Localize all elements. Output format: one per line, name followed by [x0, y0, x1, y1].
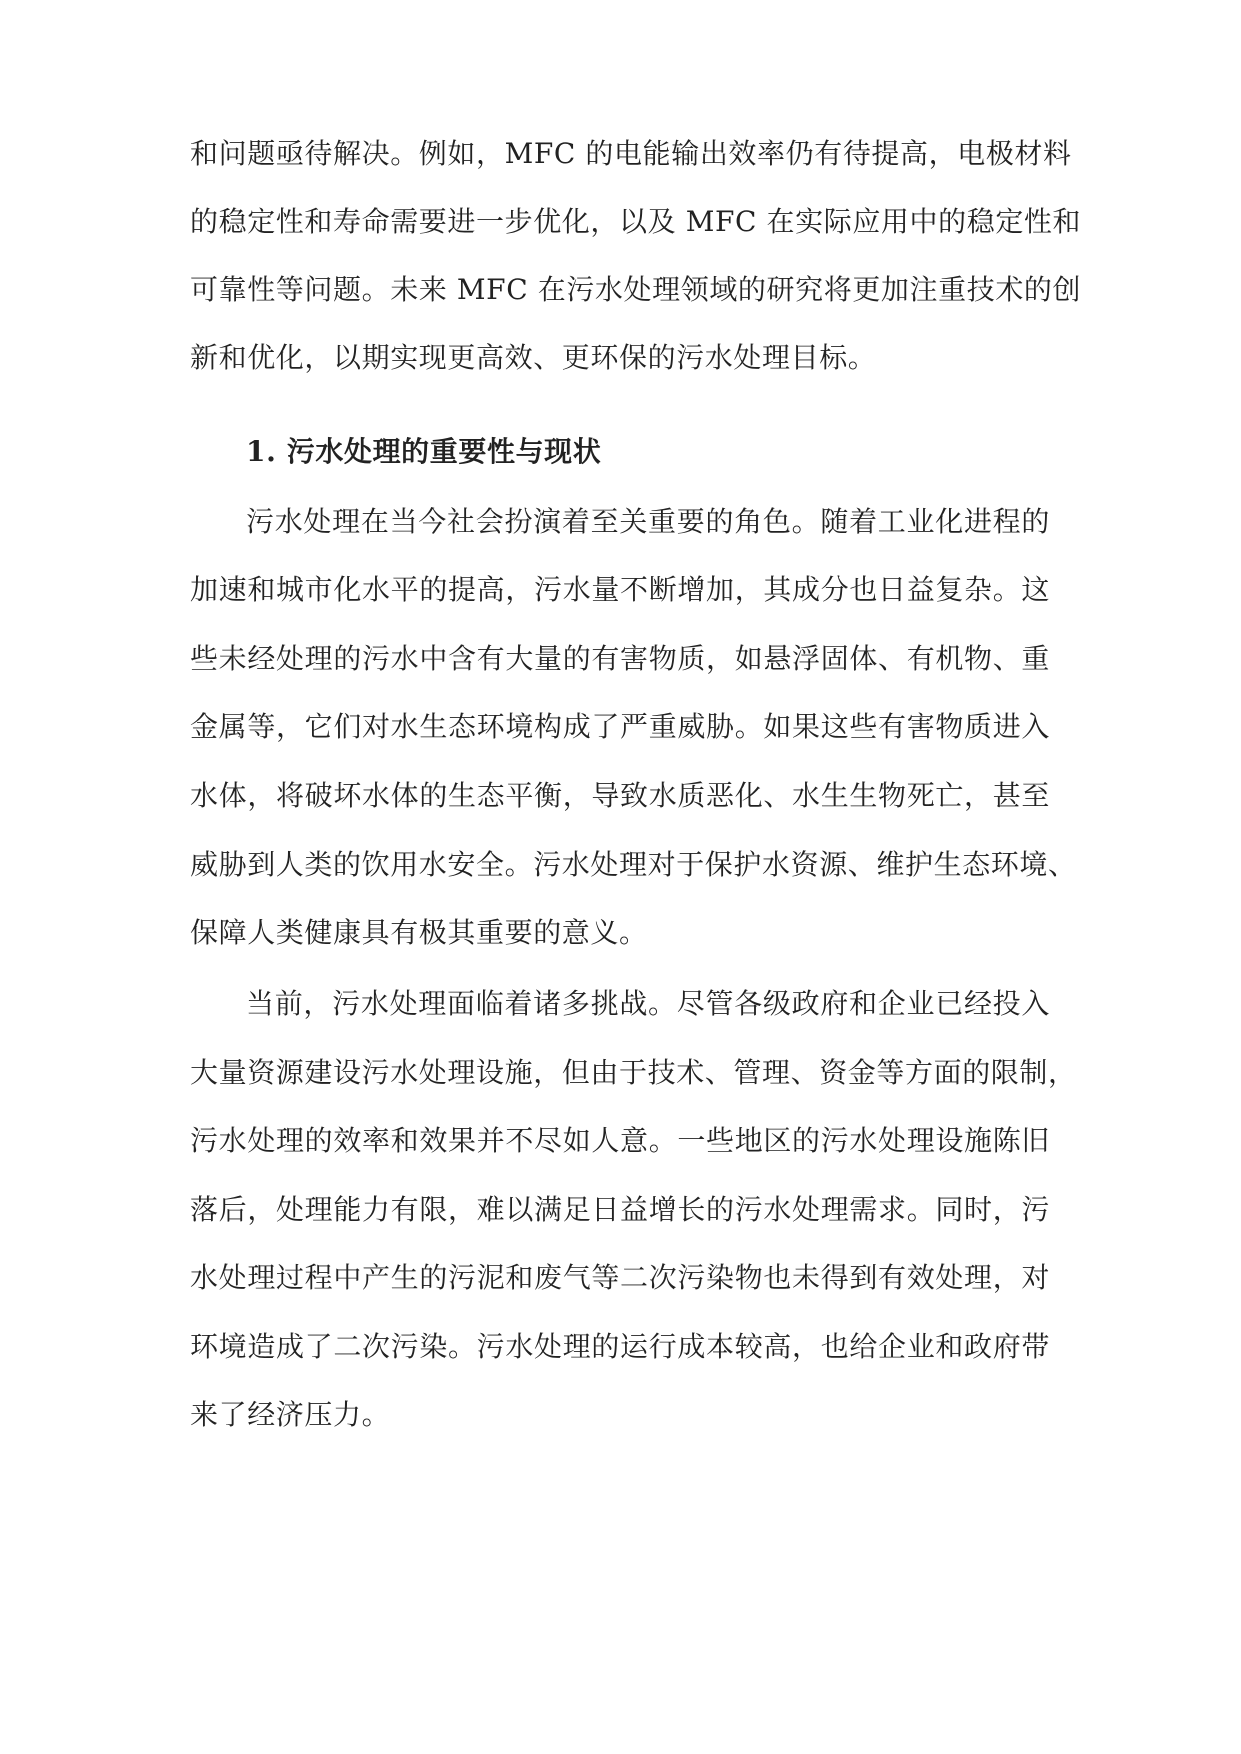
paragraph-2-line-2: 大量资源建设污水处理设施，但由于技术、管理、资金等方面的限制， — [190, 1056, 1077, 1089]
paragraph-1-line-6: 威胁到人类的饮用水安全。污水处理对于保护水资源、维护生态环境、 — [190, 848, 1077, 881]
paragraph-2-line-4: 落后，处理能力有限，难以满足日益增长的污水处理需求。同时，污 — [190, 1193, 1050, 1226]
paragraph-2-line-3: 污水处理的效率和效果并不尽如人意。一些地区的污水处理设施陈旧 — [190, 1124, 1050, 1157]
paragraph-1-line-3: 些未经处理的污水中含有大量的有害物质，如悬浮固体、有机物、重 — [190, 642, 1050, 675]
intro-line-2: 的稳定性和寿命需要进一步优化，以及 MFC 在实际应用中的稳定性和 — [190, 205, 1082, 238]
paragraph-2-line-1: 当前，污水处理面临着诸多挑战。尽管各级政府和企业已经投入 — [246, 987, 1050, 1020]
paragraph-1-line-1: 污水处理在当今社会扮演着至关重要的角色。随着工业化进程的 — [246, 505, 1050, 538]
paragraph-1-line-5: 水体，将破坏水体的生态平衡，导致水质恶化、水生生物死亡，甚至 — [190, 779, 1050, 812]
paragraph-2-line-6: 环境造成了二次污染。污水处理的运行成本较高，也给企业和政府带 — [190, 1330, 1050, 1363]
section-heading: 1. 污水处理的重要性与现状 — [246, 435, 602, 468]
paragraph-1-line-7: 保障人类健康具有极其重要的意义。 — [190, 916, 648, 949]
intro-line-3: 可靠性等问题。未来 MFC 在污水处理领域的研究将更加注重技术的创 — [190, 273, 1082, 306]
paragraph-2-line-5: 水处理过程中产生的污泥和废气等二次污染物也未得到有效处理，对 — [190, 1261, 1050, 1294]
paragraph-1-line-4: 金属等，它们对水生态环境构成了严重威胁。如果这些有害物质进入 — [190, 710, 1050, 743]
paragraph-1-line-2: 加速和城市化水平的提高，污水量不断增加，其成分也日益复杂。这 — [190, 573, 1050, 606]
paragraph-2-line-7: 来了经济压力。 — [190, 1398, 391, 1431]
intro-line-4: 新和优化，以期实现更高效、更环保的污水处理目标。 — [190, 341, 877, 374]
intro-line-1: 和问题亟待解决。例如，MFC 的电能输出效率仍有待提高，电极材料 — [190, 137, 1072, 170]
